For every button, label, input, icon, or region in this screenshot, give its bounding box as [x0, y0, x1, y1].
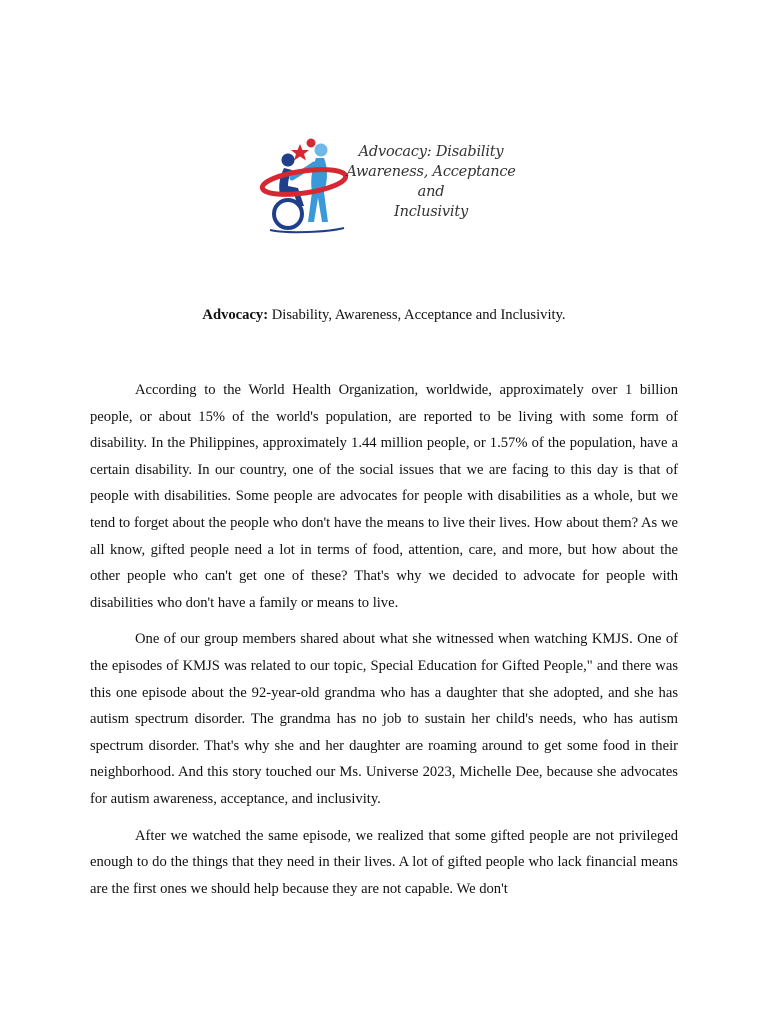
paragraph-2: One of our group members shared about what she witnessed when watching KMJS. One of the episodes of KMJS was related to our topic, Special Education for Gifted People," and there was this one episode about the 92-year-old grandma who has a daughter that she adopted, and she has autism spectrum disorder. The grandma has no job to sustain her child's needs, who has autism spectrum disorder. That's why she and her daughter are roaming around to get some food in their neighborhood. And this story touched our Ms. Universe 2023, Michelle Dee, because she advocates for autism awareness, acceptance, and inclusivity.	[90, 631, 678, 807]
wheelchair-wheel	[274, 200, 302, 228]
paragraph-1: According to the World Health Organization, worldwide, approximately over 1 billion people, or about 15% of the world's population, are reported to be living with some form of disability. In the Philippines, approximately 1.44 million people, or 1.57% of the population, have a certain disability. In our country, one of the social issues that we are facing to this day is that of people with disabilities. Some people are advocates for people with disabilities as a whole, but we tend to forget about the people who don't have the means to live their lives. How about them? As we all know, gifted people need a lot in terms of food, attention, care, and more, but how about the other people who can't get one of these? That's why we decided to advocate for people with disabilities who don't have a family or means to live.	[90, 382, 678, 611]
logo-script-line-2: Awareness, Acceptance and	[346, 164, 516, 200]
logo-script-line-3: Inclusivity	[394, 204, 468, 220]
advocacy-logo	[258, 136, 514, 236]
paragraph-3: After we watched the same episode, we realized that some gifted people are not privileged enough to do the things that they need in their lives. A lot of gifted people who lack financial means are the first ones we should help because they are not capable. We don't	[90, 827, 678, 897]
wheelchair-figures-icon	[258, 136, 350, 236]
document-body	[90, 377, 678, 912]
head-right	[315, 144, 328, 157]
logo-script-line-1: Advocacy: Disability	[358, 144, 504, 160]
heading-bold: Advocacy:	[202, 307, 269, 323]
head-top	[307, 139, 316, 148]
head-left	[282, 154, 295, 167]
document-heading	[0, 305, 768, 325]
heading-rest: Disability, Awareness, Acceptance and Inclusivity.	[268, 307, 566, 323]
logo-script-text	[346, 142, 516, 222]
